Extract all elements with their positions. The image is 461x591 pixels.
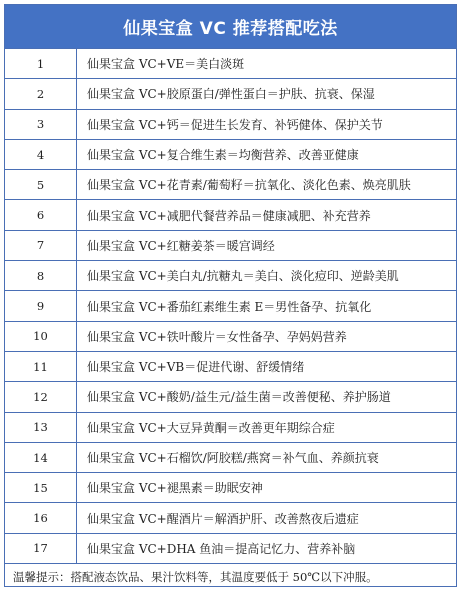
row-text: 仙果宝盒 VC+酸奶/益生元/益生菌＝改善便秘、养护肠道 <box>87 390 391 405</box>
table-row <box>5 290 456 320</box>
table-row <box>5 502 456 532</box>
row-number: 12 <box>5 382 77 411</box>
table-row <box>5 169 456 199</box>
table-title: 仙果宝盒 VC 推荐搭配吃法 <box>5 5 456 48</box>
row-text: 仙果宝盒 VC+铁叶酸片＝女性备孕、孕妈妈营养 <box>87 329 347 344</box>
row-text: 仙果宝盒 VC+番茄红素维生素 E＝男性备孕、抗氧化 <box>87 299 372 314</box>
table-row <box>5 412 456 442</box>
table-row <box>5 78 456 108</box>
row-text: 仙果宝盒 VC+大豆异黄酮＝改善更年期综合症 <box>87 420 335 435</box>
row-number: 14 <box>5 443 77 472</box>
row-text: 仙果宝盒 VC+美白丸/抗糖丸＝美白、淡化痘印、逆龄美肌 <box>87 269 399 284</box>
row-number: 2 <box>5 79 77 108</box>
table-row <box>5 472 456 502</box>
row-number: 15 <box>5 473 77 502</box>
row-text: 仙果宝盒 VC+钙＝促进生长发育、补钙健体、保护关节 <box>87 117 383 132</box>
row-number: 8 <box>5 261 77 290</box>
row-text: 仙果宝盒 VC+褪黑素＝助眠安神 <box>87 481 263 496</box>
row-number: 4 <box>5 140 77 169</box>
row-number: 16 <box>5 503 77 532</box>
table-row <box>5 381 456 411</box>
row-text: 仙果宝盒 VC+石榴饮/阿胶糕/燕窝＝补气血、养颜抗衰 <box>87 451 379 465</box>
table-row <box>5 230 456 260</box>
table-row <box>5 321 456 351</box>
table-row <box>5 109 456 139</box>
row-number: 1 <box>5 49 77 78</box>
table-row <box>5 442 456 472</box>
row-text: 仙果宝盒 VC+红糖姜茶＝暖宫调经 <box>87 238 275 253</box>
table-row <box>5 199 456 229</box>
table-row <box>5 351 456 381</box>
table-row <box>5 533 456 563</box>
tip-note: 温馨提示：搭配液态饮品、果汁饮料等，其温度要低于 50℃以下冲服。 <box>5 563 456 589</box>
table-row <box>5 48 456 78</box>
row-number: 11 <box>5 352 77 381</box>
row-text: 仙果宝盒 VC+醒酒片＝解酒护肝、改善熬夜后遗症 <box>87 511 359 526</box>
row-text: 仙果宝盒 VC+VE＝美白淡斑 <box>87 57 245 72</box>
row-number: 17 <box>5 534 77 563</box>
table-row <box>5 260 456 290</box>
recommendation-table <box>4 4 457 587</box>
row-number: 10 <box>5 322 77 351</box>
row-text: 仙果宝盒 VC+花青素/葡萄籽＝抗氧化、淡化色素、焕亮肌肤 <box>87 178 411 193</box>
row-text: 仙果宝盒 VC+减肥代餐营养品＝健康减肥、补充营养 <box>87 208 371 223</box>
row-number: 5 <box>5 170 77 199</box>
table-row <box>5 139 456 169</box>
row-number: 13 <box>5 413 77 442</box>
row-number: 6 <box>5 200 77 229</box>
row-number: 3 <box>5 110 77 139</box>
row-number: 9 <box>5 291 77 320</box>
table-body <box>5 48 456 563</box>
row-text: 仙果宝盒 VC+复合维生素＝均衡营养、改善亚健康 <box>87 148 359 163</box>
row-text: 仙果宝盒 VC+VB＝促进代谢、舒缓情绪 <box>87 360 305 375</box>
row-text: 仙果宝盒 VC+DHA 鱼油＝提高记忆力、营养补脑 <box>87 541 356 556</box>
row-text: 仙果宝盒 VC+胶原蛋白/弹性蛋白＝护肤、抗衰、保湿 <box>87 87 375 102</box>
row-number: 7 <box>5 231 77 260</box>
